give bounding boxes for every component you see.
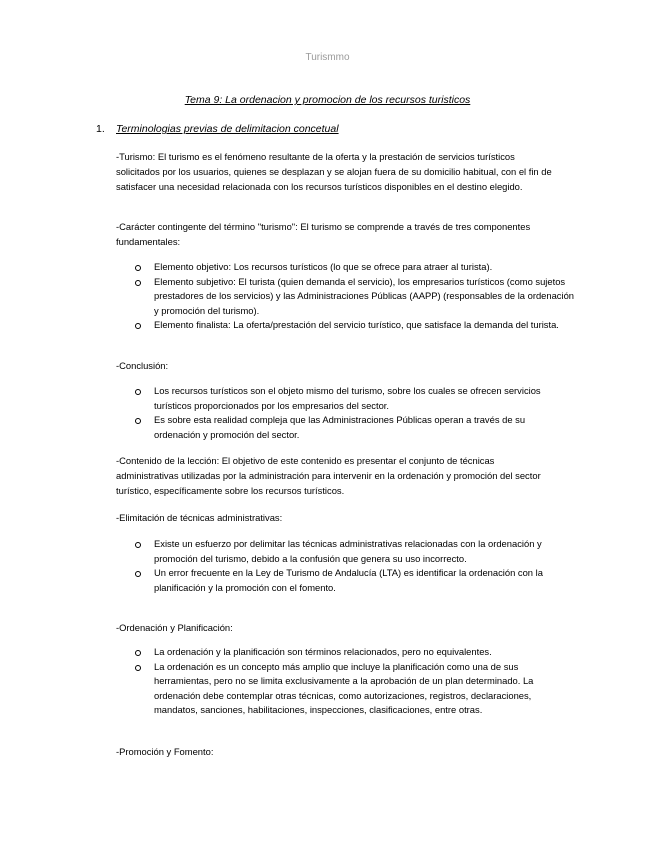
section-heading xyxy=(96,123,339,135)
document-title: Tema 9: La ordenacion y promocion de los recursos turisticos xyxy=(184,94,471,106)
conclusion-heading: -Conclusión: xyxy=(116,360,169,371)
list-item: Elemento finalista: La oferta/prestación del servicio turístico, que satisface la demanda del turista. xyxy=(134,318,574,333)
ordenacion-list xyxy=(134,645,574,718)
turismo-definition: -Turismo: El turismo es el fenómeno resultante de la oferta y la prestación de servicios turísticos solicitados por los usuarios, quienes se desplazan y se alojan fuera de su domicilio habitual, con el fin de satisfacer una necesidad relacionada con los recursos turísticos disponibles en el destino elegido. xyxy=(116,151,552,192)
ordenacion-heading: -Ordenación y Planificación: xyxy=(116,622,233,633)
section-title: Terminologias previas de delimitacion concetual xyxy=(116,123,339,135)
list-item: Elemento subjetivo: El turista (quien demanda el servicio), los empresarios turísticos (como sujetos prestadores de los servicios) y las Administraciones Públicas (AAPP) (responsables de la ordenación y promoción del turismo). xyxy=(134,275,574,319)
elimitacion-heading: -Elimitación de técnicas administrativas: xyxy=(116,512,283,523)
promocion-heading: -Promoción y Fomento: xyxy=(116,746,214,757)
list-item: La ordenación es un concepto más amplio que incluye la planificación como una de sus herramientas, pero no se limita exclusivamente a la aprobación de un plan determinado. La ordenación debe contemplar otras técnicas, como autorizaciones, registros, declaraciones, mandatos, sanciones, habilitaciones, inspecciones, clasificaciones, entre otras. xyxy=(134,660,574,718)
caracter-intro: -Carácter contingente del término "turismo": El turismo se comprende a través de tres componentes fundamentales: xyxy=(116,221,531,247)
caracter-list xyxy=(134,260,574,333)
conclusion-list xyxy=(134,384,574,442)
list-item: Un error frecuente en la Ley de Turismo de Andalucía (LTA) es identificar la ordenación con la planificación y la promoción con el fomento. xyxy=(134,566,574,595)
list-item: La ordenación y la planificación son términos relacionados, pero no equivalentes. xyxy=(134,645,574,660)
section-number: 1. xyxy=(96,123,105,135)
elimitacion-list xyxy=(134,537,574,595)
page-header: Turismmo xyxy=(305,52,350,63)
list-item: Es sobre esta realidad compleja que las Administraciones Públicas operan a través de su ordenación y promoción del sector. xyxy=(134,413,574,442)
list-item: Existe un esfuerzo por delimitar las técnicas administrativas relacionadas con la ordenación y promoción del turismo, debido a la confusión que genera su uso incorrecto. xyxy=(134,537,574,566)
list-item: Los recursos turísticos son el objeto mismo del turismo, sobre los cuales se ofrecen servicios turísticos proporcionados por los empresarios del sector. xyxy=(134,384,574,413)
list-item: Elemento objetivo: Los recursos turísticos (lo que se ofrece para atraer al turista). xyxy=(134,260,574,275)
contenido-paragraph: -Contenido de la lección: El objetivo de este contenido es presentar el conjunto de técnicas administrativas utilizadas por la administración para intervenir en la ordenación y promoción del sector turístico, específicamente sobre los recursos turísticos. xyxy=(116,455,541,496)
